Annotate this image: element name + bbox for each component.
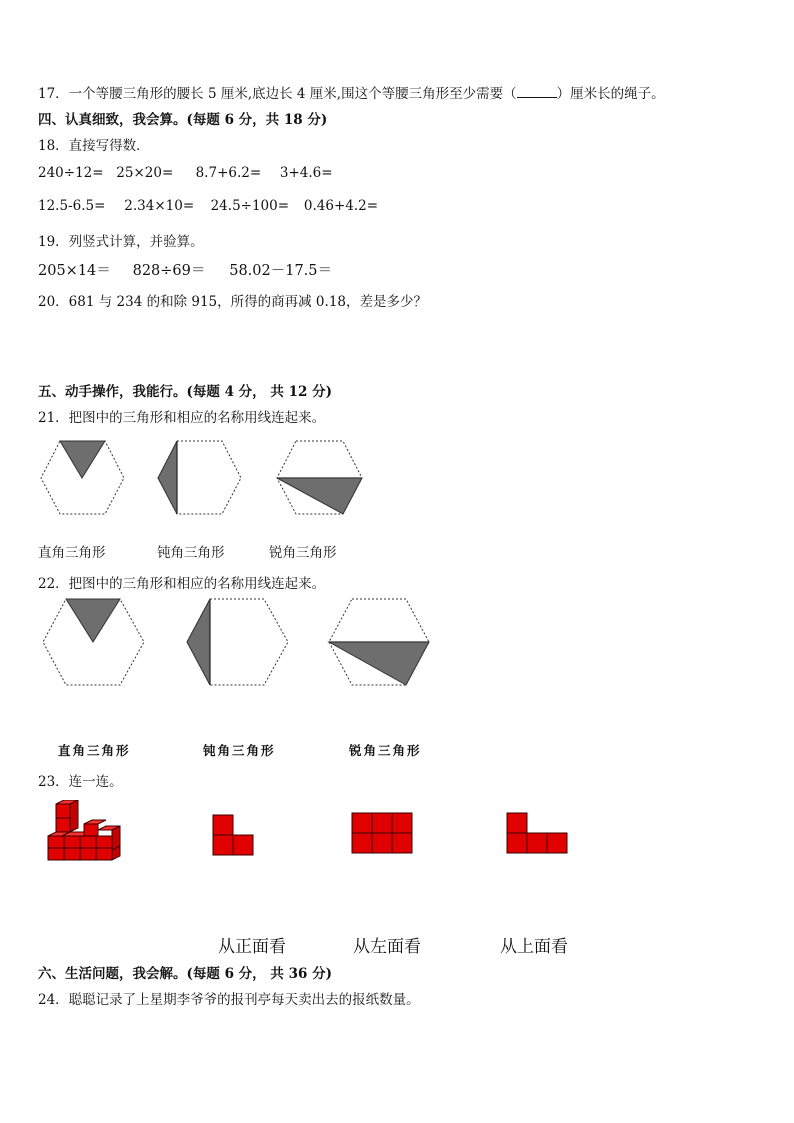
- calc-item: 205×14＝: [38, 263, 111, 279]
- calc-item: 25×20=: [116, 165, 174, 181]
- label-obtuse-triangle: 钝角三角形: [203, 743, 276, 758]
- hexagon-acute-triangle-figure: [274, 438, 366, 518]
- label-front-view: 从正面看: [218, 937, 286, 957]
- question-24: 24．聪聪记录了上星期李爷爷的报刊亭每天卖出去的报纸数量。: [38, 992, 420, 1008]
- question-22-title: 22．把图中的三角形和相应的名称用线连起来。: [38, 576, 326, 592]
- question-23-title: 23．连一连。: [38, 774, 123, 790]
- question-18-row-2: [38, 198, 378, 214]
- question-17: 17．一个等腰三角形的腰长 5 厘米,底边长 4 厘米,围这个等腰三角形至少需要（ ）厘米长的绳子。: [38, 86, 665, 102]
- view-shape-step: [506, 811, 570, 857]
- calc-item: 8.7+6.2=: [195, 165, 262, 181]
- cube-solid-figure: [44, 800, 130, 864]
- calc-item: 12.5-6.5=: [38, 198, 106, 214]
- calc-item: 58.02－17.5＝: [229, 263, 333, 279]
- hexagon-acute-triangle-figure: [326, 596, 432, 688]
- hexagon-obtuse-triangle-figure: [155, 438, 245, 518]
- label-right-triangle: 直角三角形: [58, 743, 131, 758]
- label-top-view: 从上面看: [500, 937, 568, 957]
- answer-blank[interactable]: [517, 87, 557, 98]
- label-acute-triangle: 锐角三角形: [349, 743, 422, 758]
- section-6-heading: 六、生活问题，我会解。(每题 6 分， 共 36 分): [38, 966, 332, 982]
- view-shape-l: [212, 813, 256, 857]
- question-19-title: 19．列竖式计算，并验算。: [38, 234, 204, 250]
- hexagon-right-triangle-figure: [40, 596, 148, 688]
- calc-item: 0.46+4.2=: [303, 198, 379, 214]
- question-18-row-1: [38, 165, 333, 181]
- section-5-heading: 五、动手操作，我能行。(每题 4 分， 共 12 分): [38, 384, 332, 400]
- label-right-triangle: 直角三角形: [38, 545, 106, 561]
- hexagon-obtuse-triangle-figure: [184, 596, 292, 688]
- view-shape-grid: [350, 811, 414, 857]
- label-acute-triangle: 锐角三角形: [269, 545, 337, 561]
- hexagon-right-triangle-figure: [38, 438, 128, 518]
- calc-item: 3+4.6=: [279, 165, 333, 181]
- calc-item: 240÷12=: [38, 165, 104, 181]
- calc-item: 24.5÷100=: [210, 198, 290, 214]
- question-18-title: 18．直接写得数．: [38, 138, 150, 154]
- section-4-heading: 四、认真细致，我会算。(每题 6 分，共 18 分): [38, 112, 328, 128]
- calc-item: 828÷69＝: [132, 263, 206, 279]
- label-obtuse-triangle: 钝角三角形: [157, 545, 225, 561]
- label-left-view: 从左面看: [353, 937, 421, 957]
- calc-item: 2.34×10=: [124, 198, 195, 214]
- question-20: 20．681 与 234 的和除 915，所得的商再减 0.18，差是多少？: [38, 294, 427, 310]
- question-21-title: 21．把图中的三角形和相应的名称用线连起来。: [38, 410, 326, 426]
- question-19-items: [38, 259, 332, 280]
